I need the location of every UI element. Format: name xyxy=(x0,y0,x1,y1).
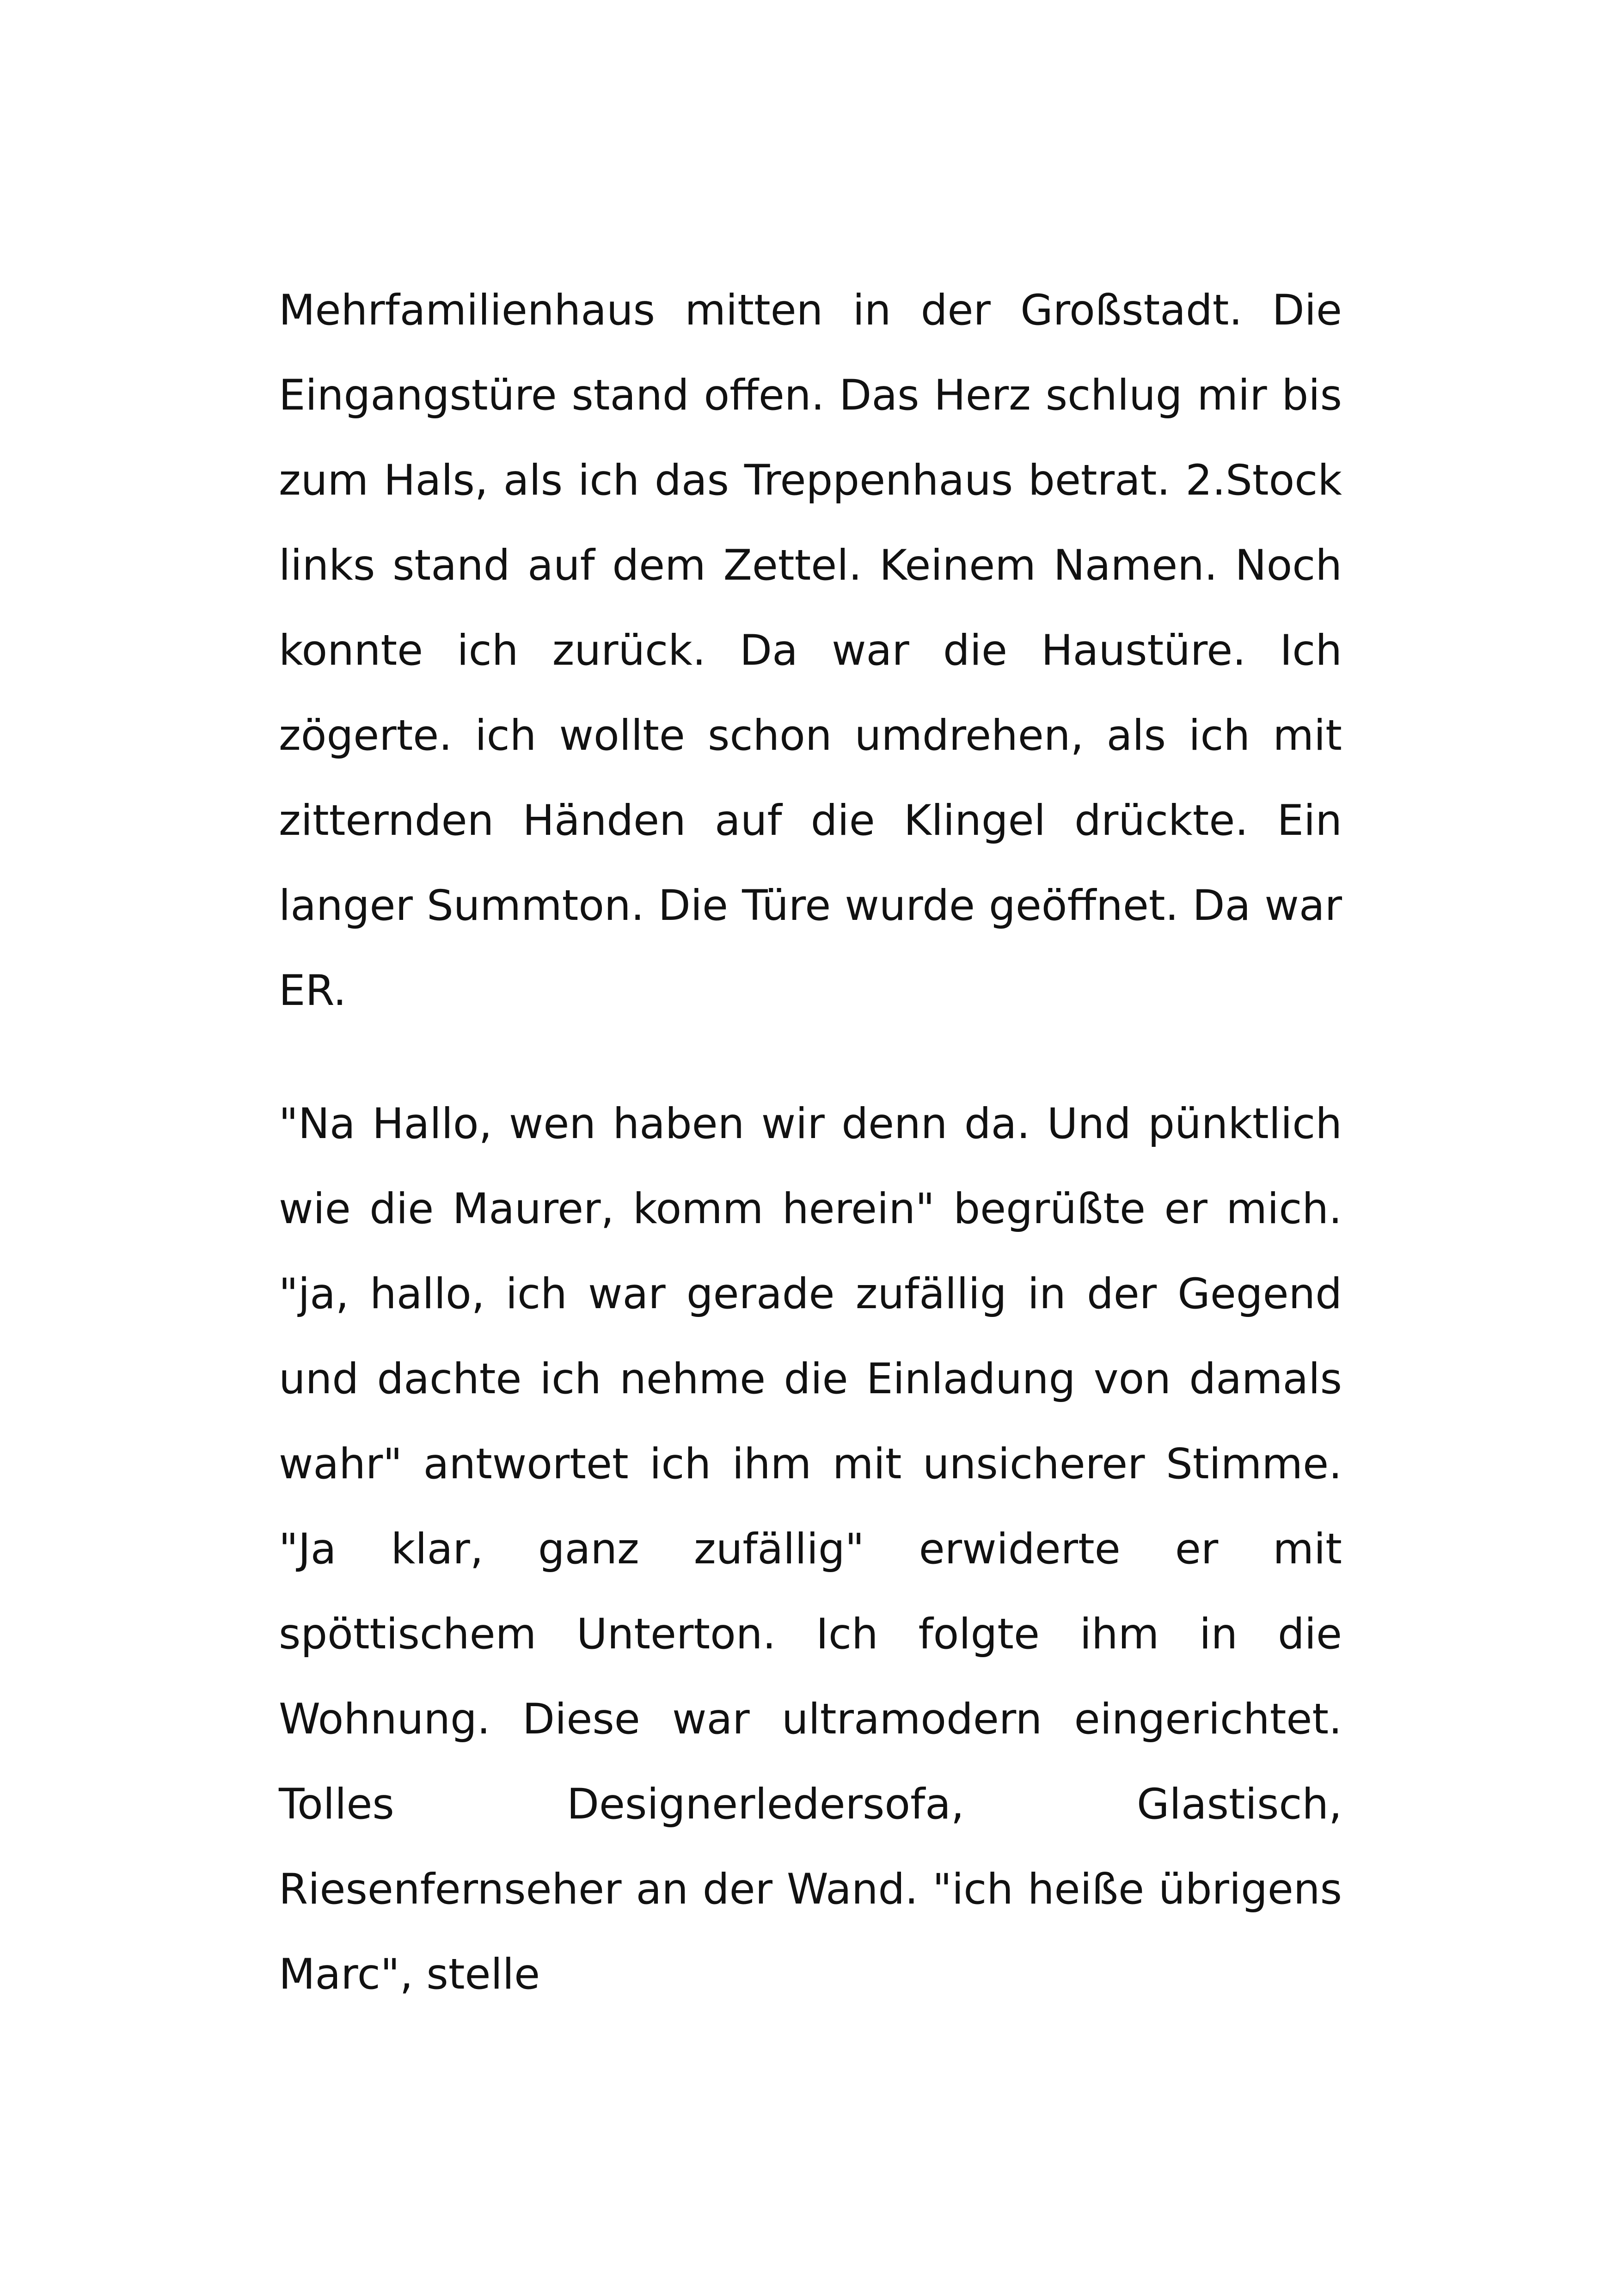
paragraph-2: "Na Hallo, wen haben wir denn da. Und pünktlich wie die Maurer, komm herein" begrüßte er mich. "ja, hallo, ich war gerade zufällig in der Gegend und dachte ich nehme die Einladung von damals wahr" antwortet ich ihm mit unsicherer Stimme. "Ja klar, ganz zufällig" erwiderte er mit spöttischem Unterton. Ich folgte ihm in die Wohnung. Diese war ultramodern eingerichtet. Tolles Designerledersofa, Glastisch, Riesenfernseher an der Wand. "ich heiße übrigens Marc", stelle xyxy=(279,1100,1342,1999)
paragraph-1: Mehrfamilienhaus mitten in der Großstadt. Die Eingangstüre stand offen. Das Herz schlug mir bis zum Hals, als ich das Treppenhaus betrat. 2.Stock links stand auf dem Zettel. Keinem Namen. Noch konnte ich zurück. Da war die Haustüre. Ich zögerte. ich wollte schon umdrehen, als ich mit zitternden Händen auf die Klingel drückte. Ein langer Summton. Die Türe wurde geöffnet. Da war ER. xyxy=(279,286,1342,1015)
